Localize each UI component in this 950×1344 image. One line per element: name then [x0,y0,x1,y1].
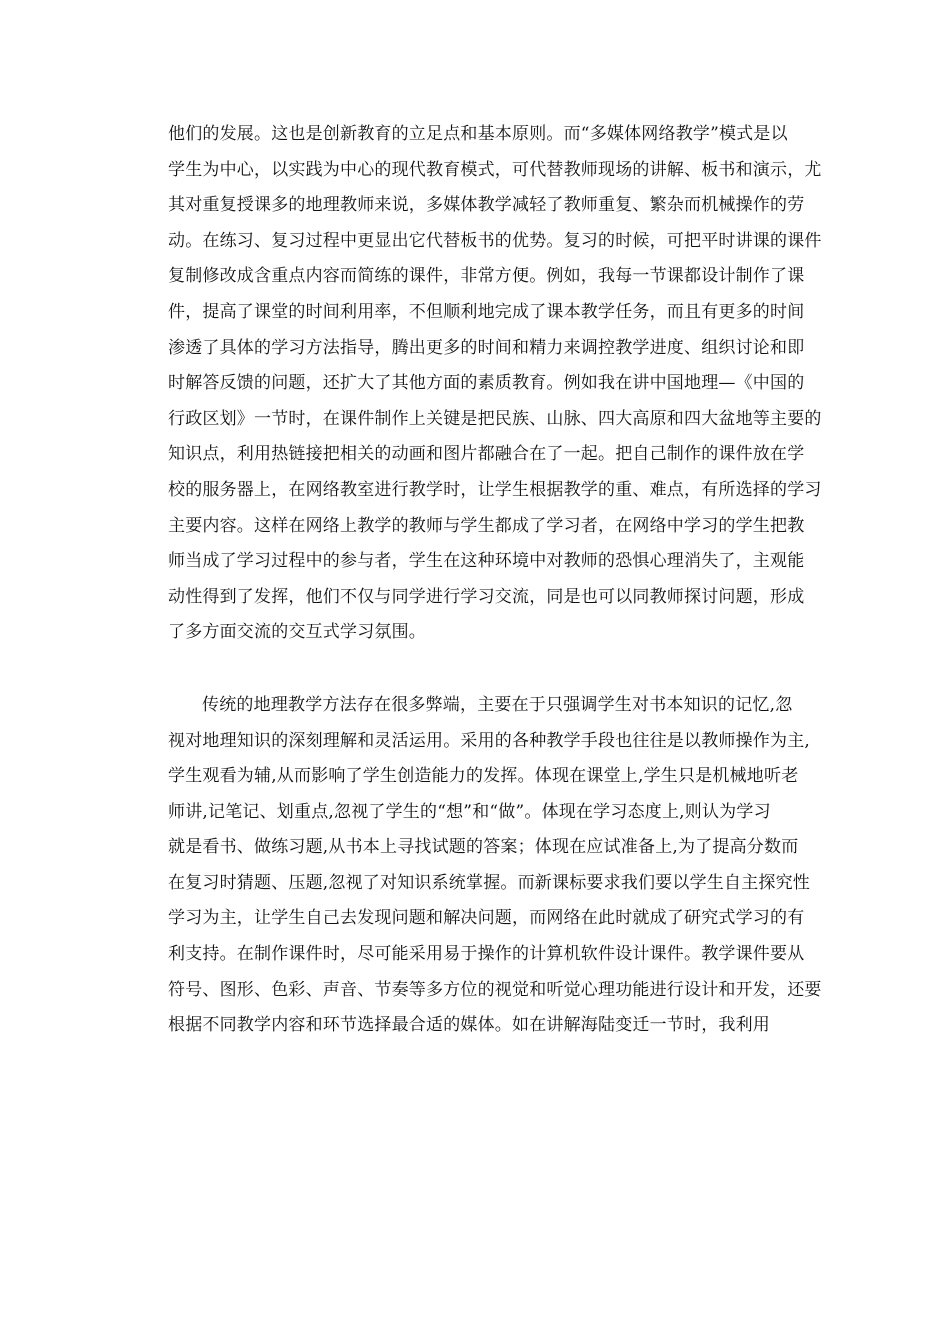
text-line: 知识点，利用热链接把相关的动画和图片都融合在了一起。把自己制作的课件放在学 [168,444,805,465]
text-line: 渗透了具体的学习方法指导，腾出更多的时间和精力来调控教学进度、组织讨论和即 [168,337,805,358]
text-line: 学生观看为辅,从而影响了学生创造能力的发挥。体现在课堂上,学生只是机械地听老 [168,766,799,787]
document-body [168,117,822,1044]
text-line: 件，提高了课堂的时间利用率，不但顺利地完成了课本教学任务，而且有更多的时间 [168,301,805,322]
text-line: 校的服务器上，在网络教室进行教学时，让学生根据教学的重、难点，有所选择的学习 [168,479,822,500]
text-line: 师当成了学习过程中的参与者，学生在这种环境中对教师的恐惧心理消失了，主观能 [168,551,805,572]
text-line: 在复习时猜题、压题,忽视了对知识系统掌握。而新课标要求我们要以学生自主探究性 [168,872,811,893]
text-line: 师讲,记笔记、划重点,忽视了学生的“想”和“做”。体现在学习态度上,则认为学习 [168,801,771,822]
text-line: 复制修改成含重点内容而简练的课件，非常方便。例如，我每一节课都设计制作了课 [168,266,805,287]
text-line: 了多方面交流的交互式学习氛围。 [168,622,426,643]
paragraph-spacer [168,651,788,688]
text-line: 符号、图形、色彩、声音、节奏等多方位的视觉和听觉心理功能进行设计和开发，还要 [168,979,822,1000]
text-line-indented: 传统的地理教学方法存在很多弊端，主要在于只强调学生对书本知识的记忆,忽 [202,694,793,715]
text-line: 其对重复授课多的地理教师来说，多媒体教学减轻了教师重复、繁杂而机械操作的劳 [168,195,805,216]
text-line: 视对地理知识的深刻理解和灵活运用。采用的各种教学手段也往往是以教师操作为主, [168,730,811,751]
paragraph-1 [168,117,822,651]
text-line: 学生为中心，以实践为中心的现代教育模式，可代替教师现场的讲解、板书和演示，尤 [168,159,822,180]
text-line: 主要内容。这样在网络上教学的教师与学生都成了学习者，在网络中学习的学生把教 [168,515,805,536]
text-line: 动。在练习、复习过程中更显出它代替板书的优势。复习的时候，可把平时讲课的课件 [168,230,822,251]
paragraph-2 [168,688,822,1044]
text-line: 他们的发展。这也是创新教育的立足点和基本原则。而“多媒体网络教学”模式是以 [168,124,788,144]
text-line: 动性得到了发挥，他们不仅与同学进行学习交流，同是也可以同教师探讨问题，形成 [168,586,805,607]
text-line: 行政区划》一节时，在课件制作上关键是把民族、山脉、四大高原和四大盆地等主要的 [168,408,822,429]
text-line: 根据不同教学内容和环节选择最合适的媒体。如在讲解海陆变迁一节时，我利用 [168,1015,770,1036]
text-line: 利支持。在制作课件时，尽可能采用易于操作的计算机软件设计课件。教学课件要从 [168,944,805,965]
text-line: 学习为主，让学生自己去发现问题和解决问题，而网络在此时就成了研究式学习的有 [168,908,805,929]
text-line: 时解答反馈的问题，还扩大了其他方面的素质教育。例如我在讲中国地理—《中国的 [168,373,805,394]
text-line: 就是看书、做练习题,从书本上寻找试题的答案；体现在应试准备上,为了提高分数而 [168,837,799,858]
